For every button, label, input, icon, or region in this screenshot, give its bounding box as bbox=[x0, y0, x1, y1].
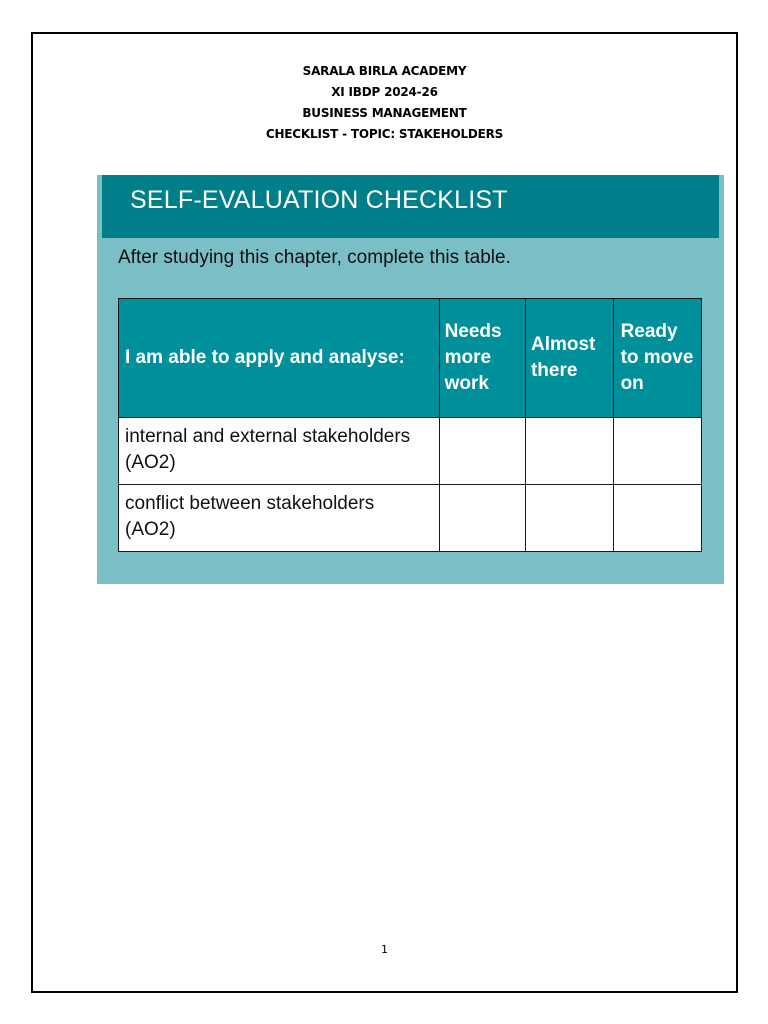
card-title-bar bbox=[102, 175, 719, 238]
ready-to-move-on-cell[interactable] bbox=[613, 418, 701, 485]
row-label: conflict between stakeholders (AO2) bbox=[125, 493, 375, 540]
row-label-cell bbox=[119, 485, 440, 552]
row-label-cell bbox=[119, 418, 440, 485]
column-header-skill: I am able to apply and analyse: bbox=[119, 299, 440, 418]
table-row bbox=[119, 418, 702, 485]
page-number: 1 bbox=[381, 943, 388, 956]
table-row bbox=[119, 485, 702, 552]
column-header-ready-to-move-on: Ready to move on bbox=[613, 299, 701, 418]
ready-to-move-on-cell[interactable] bbox=[613, 485, 701, 552]
card-title: SELF-EVALUATION CHECKLIST bbox=[130, 186, 508, 214]
row-label: internal and external stakeholders (AO2) bbox=[125, 426, 411, 473]
topic-line: CHECKLIST - TOPIC: STAKEHOLDERS bbox=[265, 127, 504, 141]
almost-there-cell[interactable] bbox=[525, 485, 613, 552]
column-header-almost-there: Almost there bbox=[525, 299, 613, 418]
checklist-table bbox=[118, 298, 702, 552]
school-name: SARALA BIRLA ACADEMY bbox=[302, 64, 467, 78]
class-line: XI IBDP 2024-26 bbox=[331, 85, 438, 99]
column-header-needs-more-work: Needs more work bbox=[439, 299, 525, 418]
needs-more-work-cell[interactable] bbox=[439, 418, 525, 485]
subject-line: BUSINESS MANAGEMENT bbox=[302, 106, 467, 120]
self-evaluation-card bbox=[97, 175, 724, 584]
document-header bbox=[33, 61, 736, 145]
table-header-row bbox=[119, 299, 702, 418]
almost-there-cell[interactable] bbox=[525, 418, 613, 485]
needs-more-work-cell[interactable] bbox=[439, 485, 525, 552]
card-intro: After studying this chapter, complete this table. bbox=[118, 247, 511, 268]
document-page bbox=[31, 32, 738, 993]
